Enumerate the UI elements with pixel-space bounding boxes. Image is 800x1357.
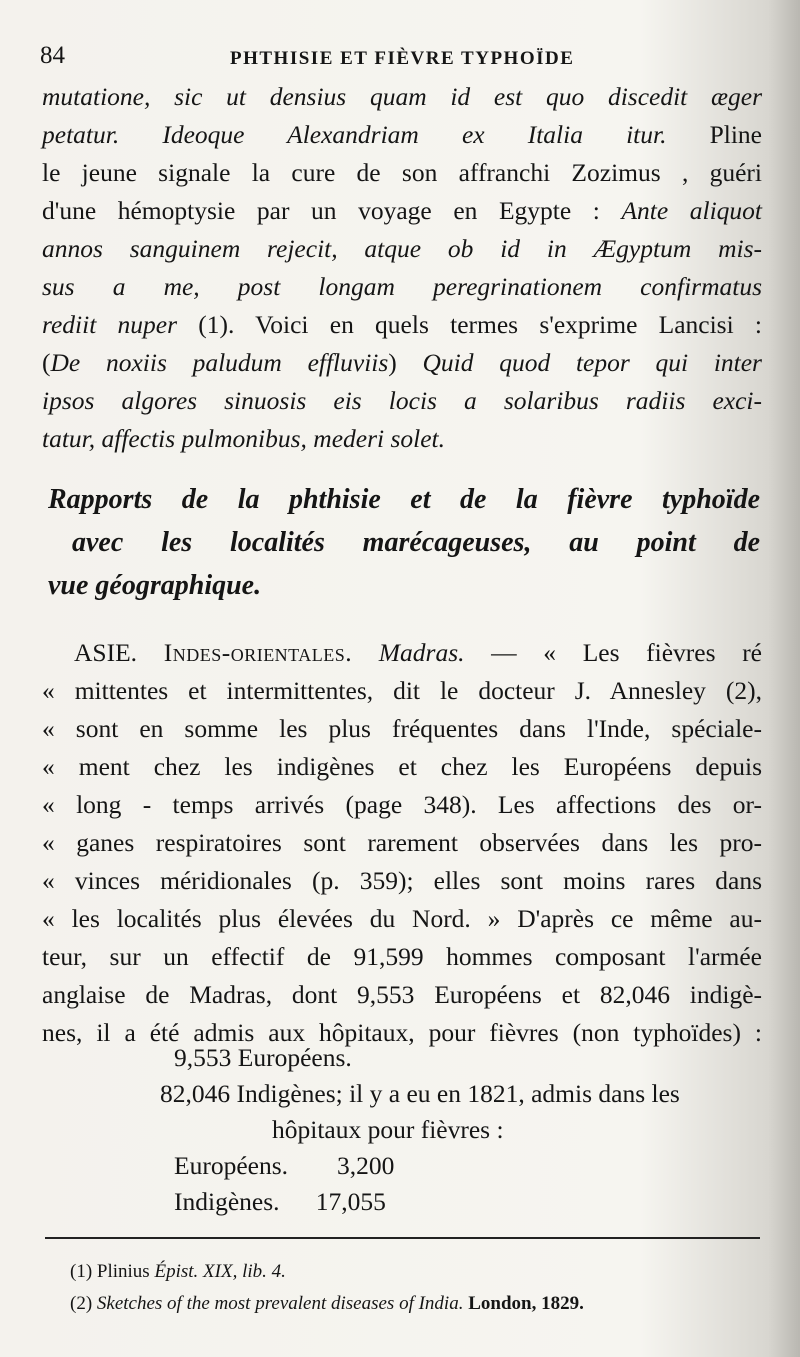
heading-line: Rapports de la phthisie et de la fièvre typhoïde bbox=[48, 484, 760, 515]
footnote-text: London, 1829. bbox=[463, 1293, 584, 1314]
running-head: PHTHISIE ET FIÈVRE TYPHOÏDE bbox=[230, 48, 575, 69]
text-line: « long - temps arrivés (page 348). Les affections des or- bbox=[42, 790, 762, 819]
text-line: « ganes respiratoires sont rarement observées dans les pro- bbox=[42, 828, 762, 857]
roman-text: — « Les fièvres ré bbox=[464, 638, 763, 667]
text-line bbox=[42, 230, 762, 268]
page-number: 84 bbox=[40, 42, 65, 69]
latin-text: tatur, affectis pulmonibus, mederi solet. bbox=[42, 424, 446, 453]
text-line: anglaise de Madras, dont 9,553 Européens et 82,046 indigè- bbox=[42, 980, 762, 1009]
text-line bbox=[42, 116, 762, 154]
stat-label: Européens. bbox=[174, 1151, 289, 1180]
footnote-2 bbox=[70, 1288, 760, 1320]
heading-line: avec les localités marécageuses, au point de bbox=[72, 527, 760, 558]
text-line bbox=[42, 192, 762, 230]
text-line bbox=[42, 268, 762, 306]
heading-line: vue géographique. bbox=[48, 570, 262, 601]
stat-row-hospitals: hôpitaux pour fièvres : bbox=[272, 1115, 504, 1144]
roman-text: Pline bbox=[666, 120, 763, 149]
text-line bbox=[42, 420, 762, 458]
fever-statistics bbox=[42, 1040, 762, 1220]
section-heading bbox=[48, 478, 760, 607]
text-line bbox=[42, 382, 762, 420]
roman-text: le jeune signale la cure de son affranchi Zozimus , guéri bbox=[42, 158, 762, 187]
text-line bbox=[42, 78, 762, 116]
region-name: ASIE. bbox=[74, 638, 138, 667]
text-line: « mittentes et intermittentes, dit le docteur J. Annesley (2), bbox=[42, 676, 762, 705]
footnote-number: (2) bbox=[70, 1293, 93, 1314]
footnote-rule bbox=[45, 1237, 760, 1239]
footnote-citation: Épist. XIX, lib. 4. bbox=[154, 1261, 286, 1282]
stat-value: 17,055 bbox=[315, 1187, 386, 1216]
stat-row-europeans: 9,553 Européens. bbox=[174, 1043, 352, 1072]
text-line: teur, sur un effectif de 91,599 hommes composant l'armée bbox=[42, 942, 762, 971]
text-line: « ment chez les indigènes et chez les Européens depuis bbox=[42, 752, 762, 781]
paren: ( bbox=[42, 348, 51, 377]
subregion-name: Indes-orientales. bbox=[163, 638, 353, 667]
stat-row-indigenes-1821 bbox=[42, 1184, 762, 1220]
text-line: « sont en somme les plus fréquentes dans l'Inde, spéciale- bbox=[42, 714, 762, 743]
paragraph-latin-quotes bbox=[42, 78, 762, 458]
page-header bbox=[40, 42, 760, 72]
latin-text: mutatione, sic ut densius quam id est quo discedit æger bbox=[42, 82, 762, 111]
paren: ) bbox=[388, 348, 397, 377]
stat-row-europeans-1821 bbox=[42, 1148, 762, 1184]
latin-text: Ante aliquot bbox=[621, 196, 762, 225]
latin-text: rediit nuper bbox=[42, 310, 178, 339]
latin-text: De noxiis paludum effluviis bbox=[50, 348, 389, 377]
place-name: Madras. bbox=[378, 638, 465, 667]
text-line bbox=[42, 306, 762, 344]
latin-text: annos sanguinem rejecit, atque ob id in Ægyptum mis- bbox=[42, 234, 762, 263]
latin-text: Quid quod tepor qui inter bbox=[396, 348, 762, 377]
text-line bbox=[42, 344, 762, 382]
roman-text: (1). Voici en quels termes s'exprime Lancisi : bbox=[177, 310, 762, 339]
text-line: nes, il a été admis aux hôpitaux, pour fièvres (non typhoïdes) : bbox=[42, 1018, 762, 1047]
footnotes bbox=[70, 1256, 760, 1320]
footnote-number: (1) bbox=[70, 1261, 93, 1282]
stat-value: 3,200 bbox=[337, 1151, 395, 1180]
text-line bbox=[42, 154, 762, 192]
stat-label: Indigènes. bbox=[174, 1187, 280, 1216]
text-line: « vinces méridionales (p. 359); elles sont moins rares dans bbox=[42, 866, 762, 895]
paragraph-madras bbox=[42, 634, 762, 1052]
stat-row-indigenes: 82,046 Indigènes; il y a eu en 1821, admis dans les bbox=[160, 1079, 680, 1108]
text-line bbox=[42, 634, 762, 672]
text-line: « les localités plus élevées du Nord. » D'après ce même au- bbox=[42, 904, 762, 933]
footnote-1 bbox=[70, 1256, 760, 1288]
latin-text: petatur. Ideoque Alexandriam ex Italia itur. bbox=[42, 120, 667, 149]
latin-text: sus a me, post longam peregrinationem confirmatus bbox=[42, 272, 762, 301]
latin-text: ipsos algores sinuosis eis locis a solaribus radiis exci- bbox=[42, 386, 762, 415]
roman-text: d'une hémoptysie par un voyage en Egypte : bbox=[42, 196, 622, 225]
footnote-citation: Sketches of the most prevalent diseases of India. bbox=[92, 1293, 464, 1314]
footnote-text: Plinius bbox=[92, 1261, 155, 1282]
